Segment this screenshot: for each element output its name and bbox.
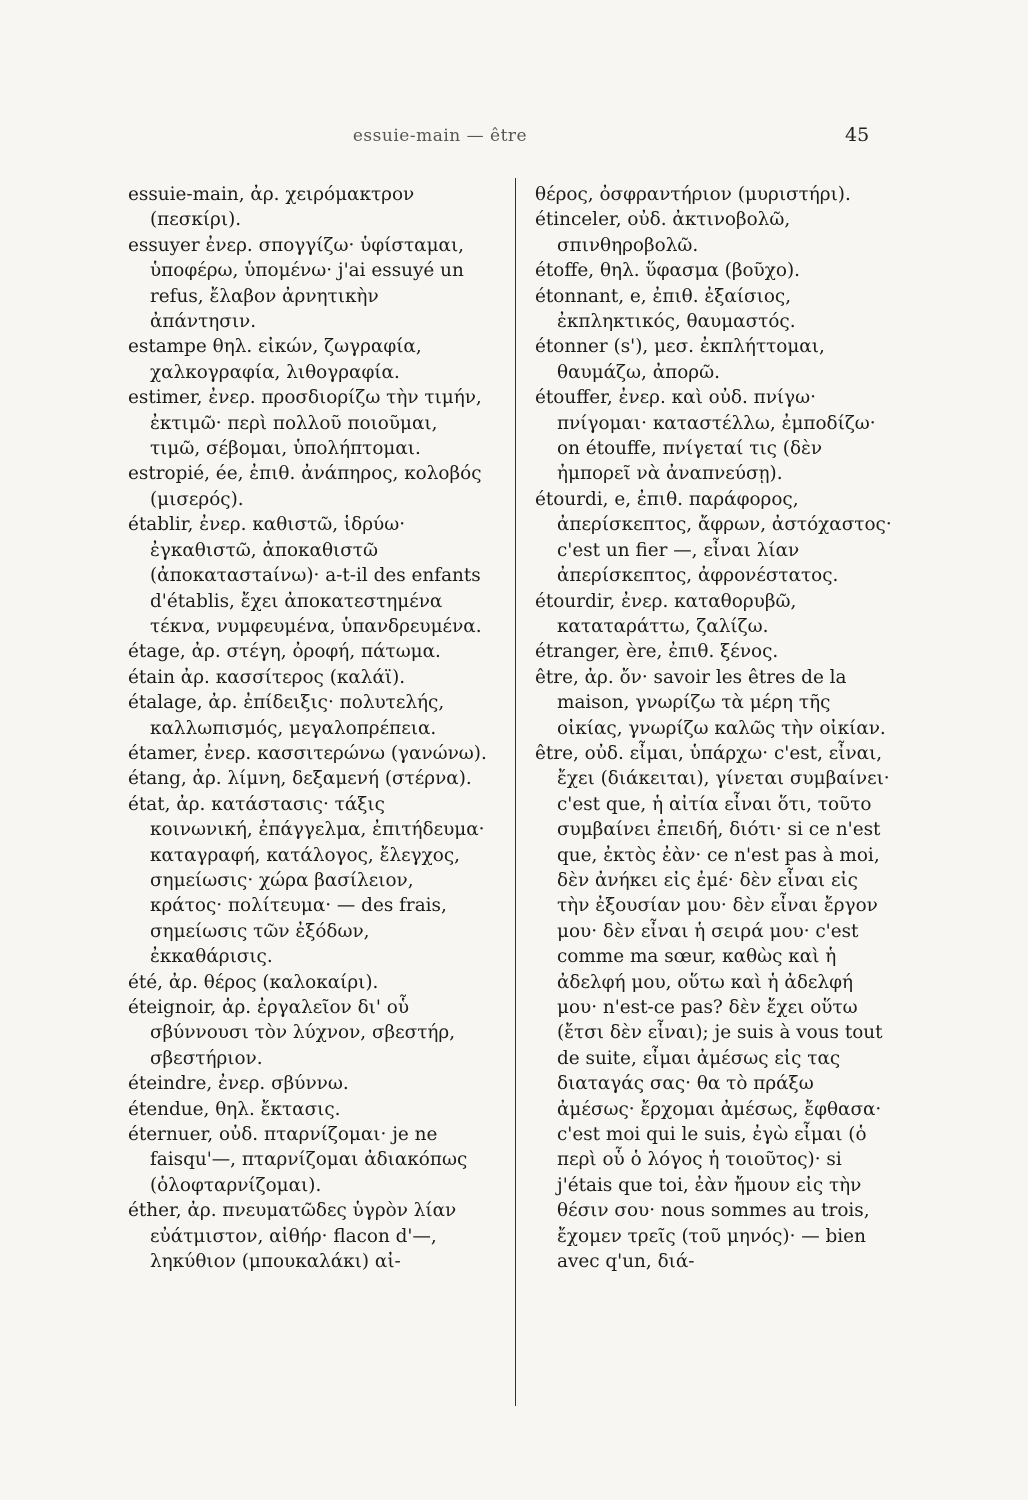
dictionary-entry: étoffe, θηλ. ὕφασμα (βοῦχο).: [535, 260, 800, 282]
dictionary-entry: étonner (s'), μεσ. ἐκπλήττομαι, θαυμάζω, ἀπορῶ.: [535, 336, 825, 383]
dictionary-entry: étouffer, ἐνερ. καὶ οὐδ. πνίγω· πνίγομαι· καταστέλλω, ἐμποδίζω· on étouffe, πνίγεταί τις (δὲν ἠμπορεῖ νὰ ἀναπνεύσῃ).: [535, 387, 876, 485]
running-head: essuie-main — être: [352, 126, 528, 146]
dictionary-entry: estampe θηλ. εἰκών, ζωγραφία, χαλκογραφία, λιθογραφία.: [128, 336, 422, 383]
dictionary-entry: θέρος, ὀσφραντήριον (μυριστήρι).: [535, 184, 851, 205]
left-column: [128, 182, 488, 1274]
right-column: [535, 182, 895, 1274]
dictionary-entry: étonnant, e, ἐπιθ. ἐξαίσιος, ἐκπληκτικός, θαυμαστός.: [535, 285, 796, 333]
dictionary-entry: état, ἀρ. κατάστασις· τάξις κοινωνική, ἐπάγγελμα, ἐπιτήδευμα· καταγραφή, κατάλογος, ἔλεγχος, σημείωσις· χώρα βασίλειον, κράτος· πολίτευμα· — des frais, σημείωσις τῶν ἐξόδων, ἐκκαθάρισις.: [128, 793, 485, 968]
dictionary-entry: étourdi, e, ἐπιθ. παράφορος, ἀπερίσκεπτος, ἄφρων, ἀστόχαστος· c'est un fier —, εἶναι λίαν ἀπερίσκεπτος, ἀφρονέστατος.: [535, 488, 892, 587]
dictionary-entry: étinceler, οὐδ. ἀκτινοβολῶ, σπινθηροβολῶ.: [535, 209, 791, 256]
column-divider: [515, 178, 516, 1406]
dictionary-entry: être, οὐδ. εἶμαι, ὑπάρχω· c'est, εἶναι, ἔχει (διάκειται), γίνεται συμβαίνει· c'est que, ἡ αἰτία εἶναι ὅτι, τοῦτο συμβαίνει ἐπειδή, διότι· si ce n'est que, ἐκτὸς ἐὰν· ce n'est pas à moi, δὲν ἀνήκει εἰς ἐμέ· δὲν εἶναι εἰς τὴν ἐξουσίαν μου· δὲν εἶναι ἔργον μου· δὲν εἶναι ἡ σειρά μου· c'est comme ma sœur, καθὼς καὶ ἡ ἀδελφή μου, οὕτω καὶ ἡ ἀδελφή μου· n'est-ce pas? δὲν ἔχει οὕτω (ἔτσι δὲν εἶναι); je suis à vous tout de suite, εἶμαι ἀμέσως εἰς τας διαταγάς σας· θα τὸ πράξω ἀμέσως· ἔρχομαι ἀμέσως, ἔφθασα· c'est moi qui le suis, ἐγὼ εἶμαι (ὁ περὶ οὗ ὁ λόγος ἡ τοιοῦτος)· si j'étais que toi, ἐὰν ἤμουν εἰς τὴν θέσιν σου· nous sommes au trois, ἔχομεν τρεῖς (τοῦ μηνός)· — bien avec q'un, διά-: [535, 742, 890, 1273]
dictionary-entry: être, ἀρ. ὄν· savoir les êtres de la maison, γνωρίζω τὰ μέρη τῆς οἰκίας, γνωρίζω καλῶς τὴν οἰκίαν.: [535, 666, 886, 739]
dictionary-entry: éteindre, ἐνερ. σβύννω.: [128, 1073, 349, 1095]
dictionary-entry: estropié, ée, ἐπιθ. ἀνάπηρος, κολοβός (μισερός).: [128, 463, 482, 510]
dictionary-entry: éther, ἀρ. πνευματῶδες ὑγρὸν λίαν εὐάτμιστον, αἰθήρ· flacon d'—, ληκύθιον (μπουκαλάκι) αἰ-: [128, 1200, 457, 1273]
dictionary-entry: étalage, ἀρ. ἐπίδειξις· πολυτελής, καλλωπισμός, μεγαλοπρέπεια.: [128, 692, 445, 739]
dictionary-entry: éteignoir, ἀρ. ἐργαλεῖον δι' οὗ σβύννουσι τὸν λύχνον, σβεστήρ, σβεστήριον.: [128, 997, 456, 1069]
dictionary-entry: essuyer ἐνερ. σπογγίζω· ὑφίσταμαι, ὑποφέρω, ὑπομένω· j'ai essuyé un refus, ἔλαβον ἀρνητικὴν ἀπάντησιν.: [128, 234, 464, 333]
dictionary-entry: étage, ἀρ. στέγη, ὀροφή, πάτωμα.: [128, 641, 441, 663]
dictionary-entry: étranger, ère, ἐπιθ. ξένος.: [535, 641, 779, 663]
dictionary-entry: établir, ἐνερ. καθιστῶ, ἱδρύω· ἐγκαθιστῶ, ἀποκαθιστῶ (ἀποκαταστaίνω)· a-t-il des enfants d'établis, ἔχει ἀποκατεστημένα τέκνα, νυμφευμένα, ὑπανδρευμένα.: [128, 514, 482, 637]
page-number: 45: [845, 124, 870, 146]
dictionary-entry: étain ἀρ. κασσίτερος (καλάϊ).: [128, 666, 406, 688]
dictionary-entry: étamer, ἐνερ. κασσιτερώνω (γανώνω).: [128, 742, 487, 764]
dictionary-entry: étourdir, ἐνερ. καταθορυβῶ, καταταράττω, ζαλίζω.: [535, 590, 797, 637]
dictionary-entry: étang, ἀρ. λίμνη, δεξαμενή (στέρνα).: [128, 768, 472, 790]
dictionary-entry: éternuer, οὐδ. πταρνίζομαι· je ne faisqu'—, πταρνίζομαι ἀδιακόπως (ὁλοφταρνίζομαι).: [128, 1124, 468, 1196]
dictionary-entry: étendue, θηλ. ἔκτασις.: [128, 1098, 341, 1120]
dictionary-entry: été, ἀρ. θέρος (καλοκαίρι).: [128, 971, 379, 993]
dictionary-entry: estimer, ἐνερ. προσδιορίζω τὴν τιμήν, ἐκτιμῶ· περὶ πολλοῦ ποιοῦμαι, τιμῶ, σέβομαι, ὑπολήπτομαι.: [128, 387, 482, 460]
dictionary-entry: essuie-main, ἀρ. χειρόμακτρον (πεσκίρι).: [128, 184, 415, 231]
